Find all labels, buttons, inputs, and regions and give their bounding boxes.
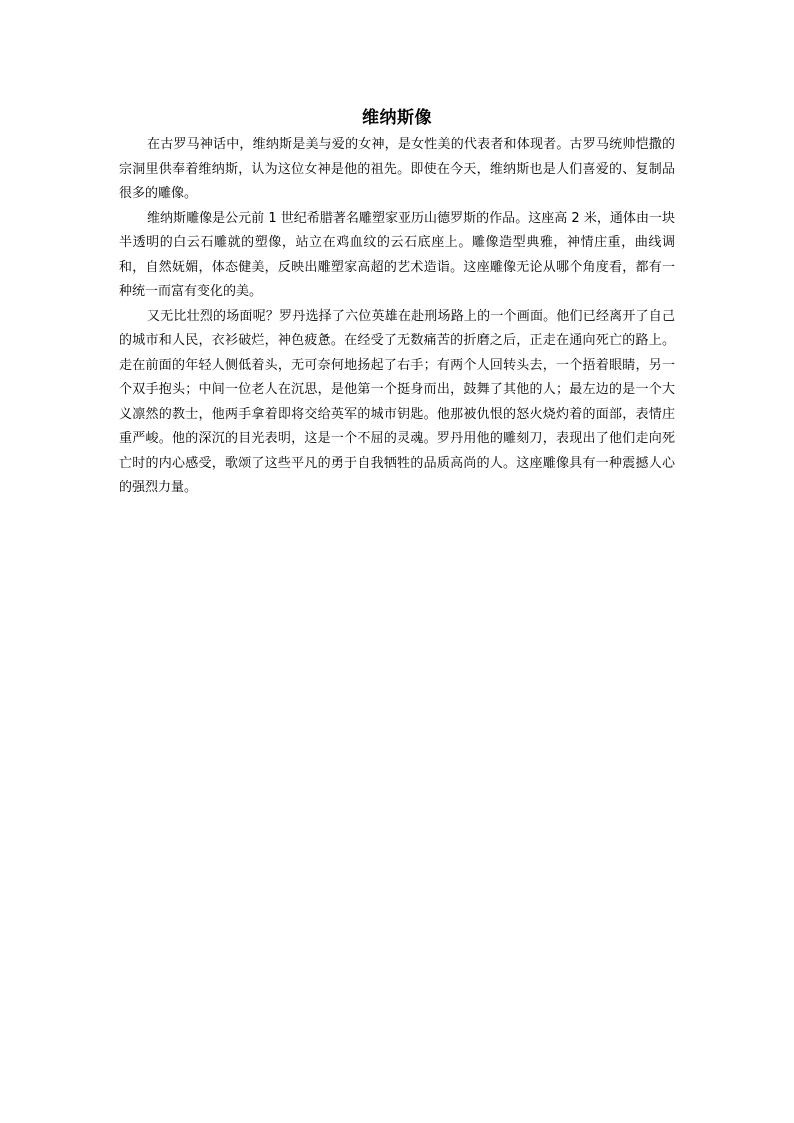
paragraph-3: 又无比壮烈的场面呢？罗丹选择了六位英雄在赴刑场路上的一个画面。他们已经离开了自己的城市和人民，衣衫破烂，神色疲惫。在经受了无数痛苦的折磨之后，正走在通向死亡的路上。走在前面的年轻人侧低着头，无可奈何地扬起了右手；有两个人回转头去，一个捂着眼睛，另一个双手抱头；中间一位老人在沉思，是他第一个挺身而出，鼓舞了其他的人；最左边的是一个大义凛然的教士，他两手拿着即将交给英军的城市钥匙。他那被仇恨的怒火烧灼着的面部，表情庄重严峻。他的深沉的目光表明，这是一个不屈的灵魂。罗丹用他的雕刻刀，表现出了他们走向死亡时的内心感受，歌颂了这些平凡的勇于自我牺牲的品质高尚的人。这座雕像具有一种震撼人心的强烈力量。 [119,308,675,495]
document-title: 维纳斯像 [362,108,432,128]
document-body [119,104,675,501]
paragraph-1: 在古罗马神话中，维纳斯是美与爱的女神，是女性美的代表者和体现者。古罗马统帅恺撒的宗洞里供奉着维纳斯，认为这位女神是他的祖先。即使在今天，维纳斯也是人们喜爱的、复制品很多的雕像。 [119,137,675,201]
paragraph-2: 维纳斯雕像是公元前 1 世纪希腊著名雕塑家亚历山德罗斯的作品。这座高 2 米，通体由一块半透明的白云石雕就的塑像，站立在鸡血纹的云石底座上。雕像造型典雅，神情庄重，曲线调和，自然妩媚，体态健美，反映出雕塑家高超的艺术造诣。这座雕像无论从哪个角度看，都有一种统一而富有变化的美。 [119,210,675,299]
